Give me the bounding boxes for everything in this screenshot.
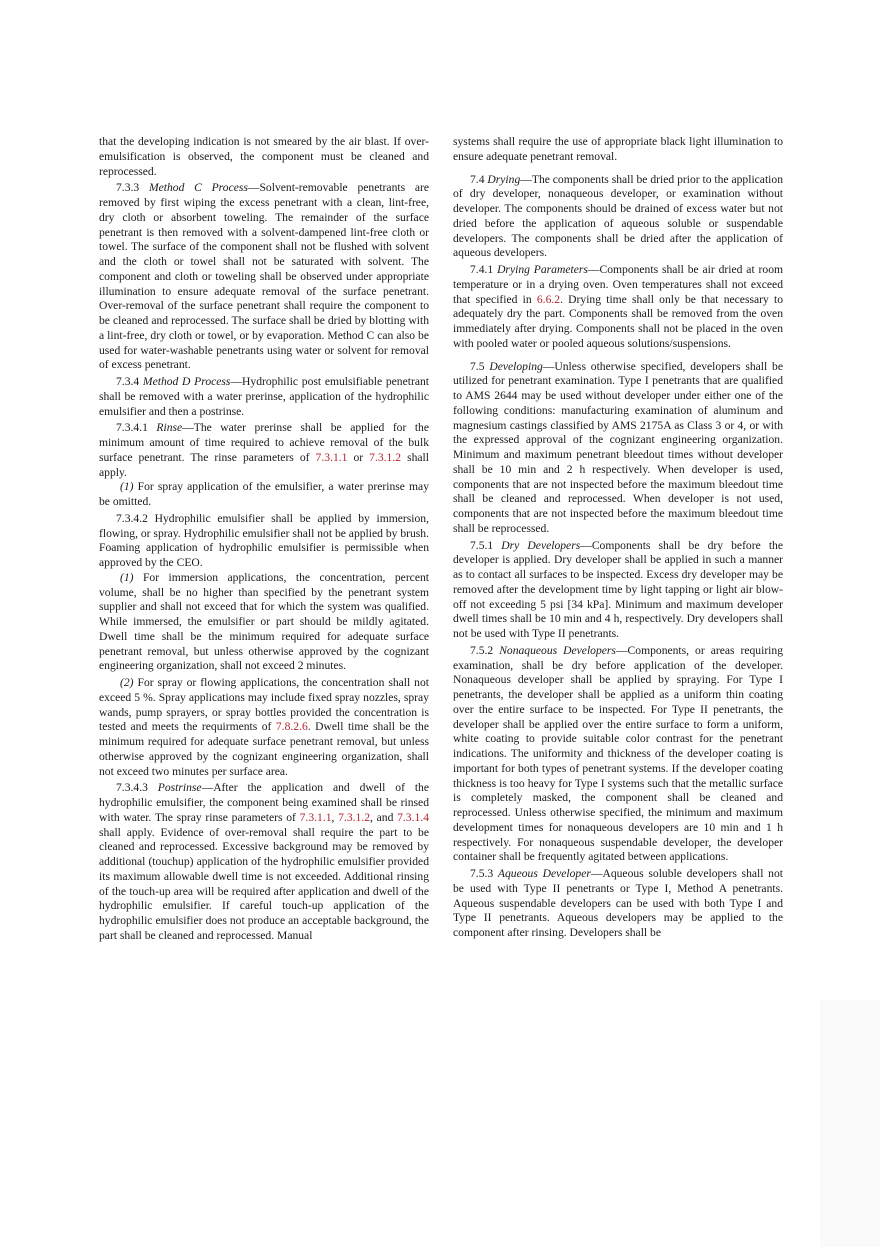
section-title: Drying Parameters [497,263,588,276]
item-body: . Dwell time shall be the minimum required for adequate surface penetrant removal, but unless otherwise approved by the cognizant engineering organization, shall not exceed two minutes per surface area. [99,720,429,778]
section-title: Method D Process [142,375,231,388]
section-number: 7.3.4.1 [116,421,148,435]
section-body: shall apply. [99,450,429,479]
section-title: Drying [487,172,521,186]
section-title: Method C Process [148,181,248,195]
section-number: 7.3.4.2 [116,511,148,525]
section-body: —Hydrophilic post emulsifiable penetrant shall be removed with a water prerinse, application of the hydrophilic emulsifier and then a postrinse. [99,375,429,418]
section-body: —The water prerinse shall be applied for the minimum amount of time required to achieve removal of the bulk surface penetrant. The rinse parameters of [99,421,429,464]
section-title: Aqueous Developer [497,867,591,880]
section-body: shall apply. Evidence of over-removal shall require the part to be cleaned and reprocessed. Excessive background may be removed by additional (touchup) application of the hydrophilic emulsifier provided its maximum allowable dwell time is not exceeded. Additional rinsing of the touch-up area will be required after application and dwell of the hydrophilic emulsifier. If careful touch-up application of the hydrophilic emulsifier does not produce an acceptable background, the part shall be cleaned and reprocessed. Manual [99,825,429,942]
cross-reference-link[interactable]: 7.3.1.1 [299,810,332,824]
section-7-3-4 [99,375,429,419]
cross-reference-link[interactable]: 7.8.2.6 [275,720,308,734]
section-number: 7.5.1 [470,538,494,552]
section-7-3-4-2 [99,512,429,571]
cross-reference-link[interactable]: 7.3.1.1 [315,450,348,464]
section-body: —Solvent-removable penetrants are removed by first wiping the excess penetrant with a clean, lint-free, dry cloth or absorbent toweling. The remainder of the surface penetrant is then removed with a solvent-dampened lint-free cloth or towel. The surface of the component shall not be flushed with solvent and the cloth or towel shall not be saturated with solvent. The component and cloth or toweling shall be observed under appropriate illumination to ensure adequate removal of the surface penetrant. Over-removal of the surface penetrant shall require the component to be cleaned and reprocessed. The surface shall be dried by blotting with a lint-free, dry cloth or towel, or by evaporation. Method C can also be used for water-washable penetrants using water or solvent for removal of excess penetrant. [99,181,429,372]
section-7-3-3 [99,181,429,373]
section-number: 7.5 [470,359,485,373]
section-title: Dry Developers [501,538,581,552]
section-title: Nonaqueous Developers [499,643,616,657]
section-number: 7.5.3 [470,867,494,880]
section-body: —Components shall be air dried at room temperature or in a drying oven. Oven temperatures shall not exceed that specified in [453,263,784,306]
item-body: For spray or flowing applications, the concentration shall not exceed 5 %. Spray applications may include fixed spray nozzles, spray wands, pump sprayers, or spray bottles provided the concentration is tested and meets the requirments of [99,676,429,734]
section-number: 7.4 [470,172,485,186]
cross-reference-link[interactable]: 7.3.1.2 [338,810,371,824]
cross-reference-link[interactable]: 7.3.1.2 [369,450,402,464]
section-number: 7.3.3 [116,181,140,195]
section-7-5-3 [453,867,783,941]
section-title: Rinse [156,421,183,435]
section-7-4-1 [453,263,783,352]
item-number: (2) [120,676,134,689]
section-number: 7.4.1 [470,263,494,276]
section-7-3-4-1 [99,421,429,480]
item-body: For spray application of the emulsifier, a water prerinse may be omitted. [99,480,429,508]
separator-text: , and [370,810,398,824]
section-body: Hydrophilic emulsifier shall be applied by immersion, flowing, or spray. Hydrophilic emulsifier shall not be applied by brush. Foaming application of hydrophilic emulsifier is permissible when approved by the CEO. [99,511,429,569]
section-7-5-1 [453,539,783,642]
item-7-3-4-1-1 [99,480,429,510]
cross-reference-link[interactable]: 6.6.2 [536,292,561,306]
left-column [99,135,429,944]
section-number: 7.3.4.3 [116,781,148,795]
section-body: —Components shall be dry before the developer is applied. Dry developer shall be applied in such a manner as to contact all surfaces to be inspected. Excess dry developer may be removed after the development time by light tapping or light air blow-off not exceeding 5 psi [34 kPa]. Minimum and maximum developer dwell times shall be 10 min and 4 h, respectively. Dry developers shall not be used with Type II penetrants. [453,538,784,640]
section-7-5 [453,360,783,537]
section-7-5-2 [453,644,783,865]
paragraph-continuation [453,135,783,165]
section-body: . Drying time shall only be that necessary to adequately dry the part. Components shall be removed from the oven immediately after drying. Components shall not be placed in the oven with pooled water or pooled aqueous solutions/suspensions. [453,292,783,350]
section-body: —Unless otherwise specified, developers shall be utilized for penetrant examination. Type I penetrants that are qualified to AMS 2644 may be used without developer under either one of the following conditions: manufacturing examination of aluminum and magnesium castings classified by AMS 2175A as Class 3 or 4, or with the expressed approval of the cognizant engineering organization. Minimum and maximum penetrant bleedout times without developer shall be 10 min and 2 h respectively. When developer is used, components that are not inspected before the maximum bleedout time shall be cleaned and reprocessed. When developer is not used, components that are not inspected before the maximum bleedout time shall be reprocessed. [453,359,783,535]
section-title: Postrinse [157,781,202,795]
item-number: (1) [120,480,134,494]
section-number: 7.5.2 [470,643,494,657]
section-body: —Components, or areas requiring examination, shall be dry before application of the developer. Nonaqueous developer shall be applied by spraying. For Type I penetrants, the developer shall be applied as a uniform thin coating over the entire surface to be inspected. For Type II penetrants, the developer shall be applied over the entire surface to form a uniform, white coating to provide suitable color contrast for the penetrant indications. The uniformity and thickness of the developer coating is important for both types of penetrant systems. If the developer coating thickness is too heavy for Type I systems such that the metallic surface is completely masked, the component shall be cleaned and reprocessed. Unless otherwise specified, the minimum and maximum development times for nonaqueous developers are 10 min and 1 h respectively. For nonaqueous suspendable developer, the developer container shall be frequently agitated between applications. [453,643,783,864]
item-number: (1) [120,570,134,584]
item-body: For immersion applications, the concentration, percent volume, shall be no higher than specified by the penetrant system supplier and shall not exceed that for which the system was qualified. While immersed, the emulsifier or part should be mildly agitated. Dwell time shall be the minimum required for adequate surface penetrant removal, but unless otherwise approved by the cognizant engineering organization, shall not exceed 2 minutes. [99,570,429,673]
paragraph-text: that the developing indication is not smeared by the air blast. If over-emulsification is observed, the component must be cleaned and reprocessed. [99,135,429,178]
section-7-4 [453,173,783,262]
section-title: Developing [489,359,543,373]
paragraph-text: systems shall require the use of appropriate black light illumination to ensure adequate penetrant removal. [453,135,783,163]
section-body: —Aqueous soluble developers shall not be used with Type II penetrants or Type I, Method A penetrants. Aqueous suspendable developers can be used with both Type I and Type II penetrants. Aqueous developers may be applied to the component after rinsing. Developers shall be [453,867,783,939]
separator-text: , [331,810,339,824]
cross-reference-link[interactable]: 7.3.1.4 [397,810,429,824]
section-body: —After the application and dwell of the hydrophilic emulsifier, the component being examined shall be rinsed with water. The spray rinse parameters of [99,781,429,824]
section-number: 7.3.4 [116,375,140,388]
item-7-3-4-2-2 [99,676,429,779]
paragraph-continuation [99,135,429,179]
section-7-3-4-3 [99,781,429,943]
right-column [453,135,783,941]
page-edge-shadow [820,1000,880,1247]
section-body: —The components shall be dried prior to the application of dry developer, nonaqueous developer, or examination without developer. The components should be drained of excess water but not dried before the application of aqueous soluble or suspendable developers. The components shall be dried after the application of aqueous developers. [453,172,783,260]
section-body: or [347,450,370,464]
item-7-3-4-2-1 [99,571,429,674]
